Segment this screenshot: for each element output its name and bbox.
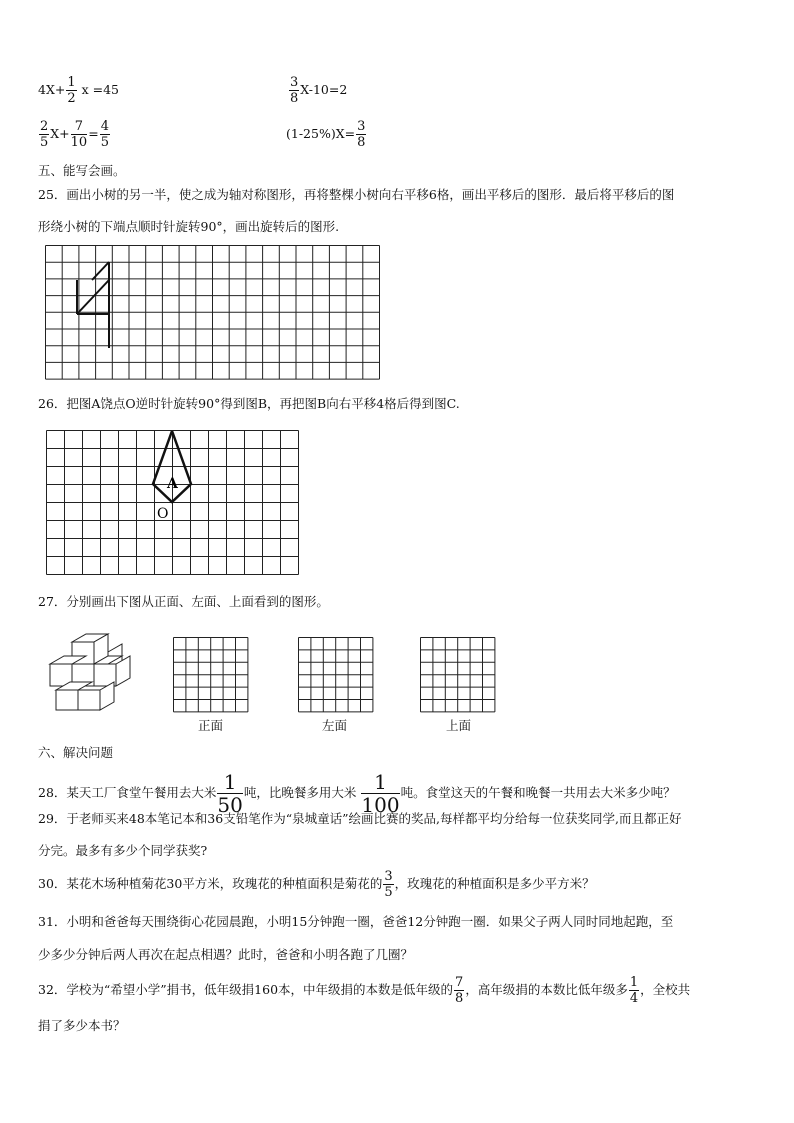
eq2-denominator: 8	[290, 91, 299, 106]
equation-4	[286, 120, 367, 149]
q25-grid	[45, 245, 382, 382]
q30-text	[38, 870, 595, 899]
q32-den-2: 4	[629, 991, 639, 1006]
eq3-den-1: 5	[40, 135, 49, 150]
q28-text	[38, 772, 676, 815]
q28-den-2: 100	[361, 793, 400, 817]
q30-prefix: 30．某花木场种植菊花30平方米，玫瑰花的种植面积是菊花的	[38, 876, 383, 891]
equation-1	[38, 76, 119, 105]
q31-line-2: 少多少分钟后两人再次在起点相遇？此时，爸爸和小明各跑了几圈？	[38, 947, 414, 962]
eq4-numerator: 3	[357, 119, 366, 134]
q32-num-1: 7	[455, 975, 464, 990]
eq3-fraction-3	[100, 120, 110, 149]
label-left-view: 左面	[322, 718, 348, 733]
q28-suffix: 吨。食堂这天的午餐和晚餐一共用去大米多少吨？	[400, 785, 676, 800]
label-front-view: 正面	[198, 718, 224, 733]
eq2-numerator: 3	[290, 75, 299, 90]
label-o: O	[157, 506, 169, 522]
q32-prefix: 32．学校为“希望小学”捐书，低年级捐160本，中年级捐的本数是低年级的	[38, 982, 454, 997]
q32-line-2: 捐了多少本书？	[38, 1018, 126, 1033]
q30-fraction	[383, 870, 393, 899]
eq4-fraction	[356, 120, 366, 149]
eq4-prefix: (1-25%)X=	[286, 126, 356, 141]
eq2-fraction	[289, 76, 299, 105]
eq3-fraction-1	[39, 120, 49, 149]
q32-num-2: 1	[629, 975, 639, 990]
equation-3	[38, 120, 111, 149]
eq3-mid: X+	[50, 126, 70, 141]
q26-grid	[46, 430, 299, 576]
eq1-fraction	[66, 76, 76, 105]
q32-den-1: 8	[455, 991, 464, 1006]
left-view-grid-lines	[299, 638, 373, 712]
front-view-grid-lines	[174, 638, 248, 712]
q29-line-1: 29．于老师买来48本笔记本和36支铅笔作为“泉城童话”绘画比赛的奖品,每样都平均分给每一位获奖同学,而且都正好	[38, 811, 682, 826]
q30-suffix: ，玫瑰花的种植面积是多少平方米？	[394, 876, 595, 891]
q32-fraction-1	[454, 976, 464, 1005]
q31-line-1: 31．小明和爸爸每天围绕街心花园晨跑，小明15分钟跑一圈，爸爸12分钟跑一圈．如果父子两人同时同地起跑，至	[38, 914, 674, 929]
left-view-grid	[298, 637, 374, 713]
eq3-num-3: 4	[100, 119, 109, 134]
eq3-fraction-2	[71, 120, 88, 149]
q28-den-1: 50	[217, 793, 243, 817]
equation-2	[288, 76, 347, 105]
q30-denominator: 5	[384, 885, 393, 900]
eq3-equals: =	[88, 126, 99, 141]
eq3-num-2: 7	[71, 120, 88, 135]
section-5-title: 五、能写会画。	[38, 163, 126, 178]
cube-stack	[50, 634, 130, 710]
q32-text	[38, 976, 690, 1005]
front-cube-front-2	[78, 690, 100, 710]
q27-text: 27．分别画出下图从正面、左面、上面看到的图形。	[38, 594, 329, 609]
eq1-numerator: 1	[67, 75, 76, 90]
q26-text: 26．把图A饶点O逆时针旋转90°得到图B，再把图B向右平移4格后得到图C.	[38, 396, 460, 411]
tree-branch-bottom	[77, 280, 109, 314]
q30-numerator: 3	[384, 869, 393, 884]
q29-line-2: 分完。最多有多少个同学获奖?	[38, 843, 208, 858]
q28-fraction-2	[361, 772, 399, 815]
eq3-den-2: 10	[70, 135, 88, 150]
eq3-den-3: 5	[100, 135, 109, 150]
q32-fraction-2	[629, 976, 639, 1005]
eq4-denominator: 8	[357, 135, 366, 150]
eq1-denominator: 2	[67, 91, 76, 106]
eq3-num-1: 2	[40, 119, 49, 134]
section-6-title: 六、解决问题	[38, 745, 114, 760]
eq1-prefix: 4X+	[38, 82, 66, 97]
cube-stack-figure	[42, 630, 132, 712]
q25-line-2: 形绕小树的下端点顺时针旋转90°，画出旋转后的图形.	[38, 219, 340, 234]
q28-fraction-1	[217, 772, 242, 815]
q25-line-1: 25．画出小树的另一半，使之成为轴对称图形，再将整棵小树向右平移6格，画出平移后的图形．最后将平移后的图	[38, 187, 675, 202]
q28-num-2: 1	[361, 772, 399, 794]
top-view-grid	[420, 637, 496, 713]
q32-suffix: ，全校共	[640, 982, 691, 997]
q25-tree-half	[77, 262, 109, 348]
eq2-suffix: X-10=2	[300, 82, 348, 97]
q28-mid: 吨，比晚餐多用大米	[243, 785, 357, 800]
q28-num-1: 1	[217, 772, 242, 794]
label-a: A	[167, 476, 178, 492]
q32-mid: ，高年级捐的本数比低年级多	[465, 982, 628, 997]
q25-grid-lines	[46, 246, 380, 380]
tree-branch-top	[92, 262, 109, 280]
front-cube-front	[56, 690, 78, 710]
top-view-grid-lines	[421, 638, 495, 712]
eq1-suffix: x =45	[77, 82, 119, 97]
label-top-view: 上面	[446, 718, 472, 733]
front-view-grid	[173, 637, 249, 713]
q28-prefix: 28．某天工厂食堂午餐用去大米	[38, 785, 217, 800]
